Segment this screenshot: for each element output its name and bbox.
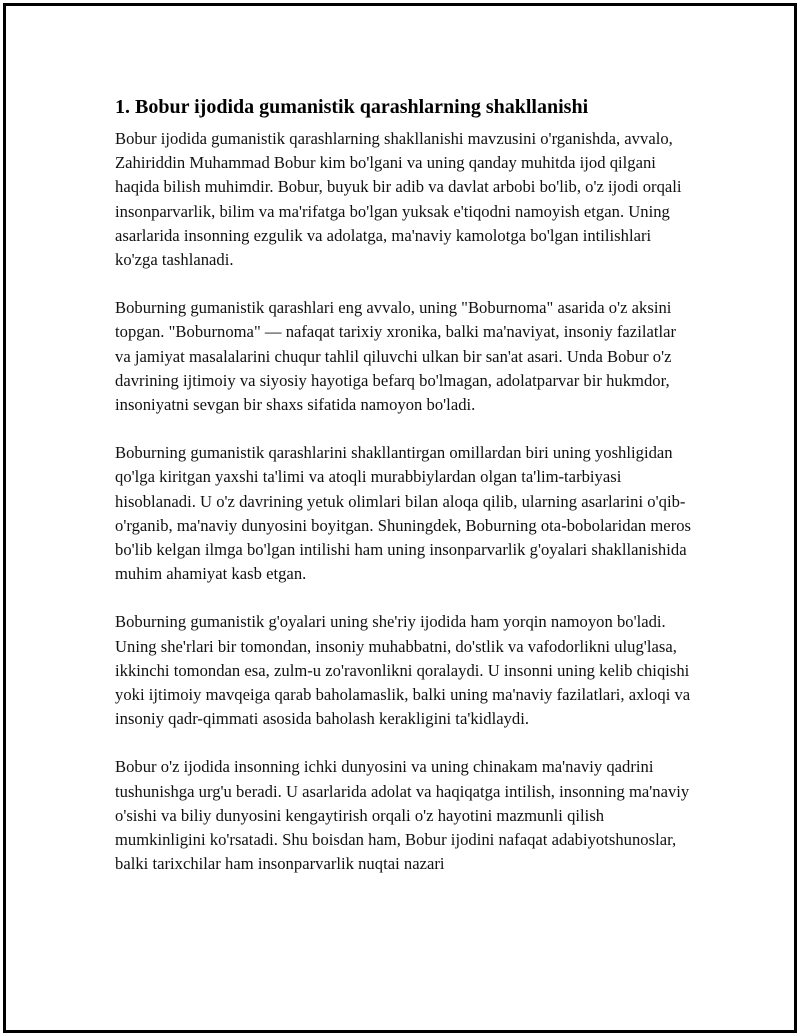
document-body — [115, 95, 695, 900]
paragraph-4: Boburning gumanistik g'oyalari uning she'riy ijodida ham yorqin namoyon bo'ladi. Uning she'rlari bir tomondan, insoniy muhabbatni, do'stlik va vafodorlikni ulug'lasa, ikkinchi tomondan esa, zulm-u zo'ravonlikni qoralaydi. U insonni uning kelib chiqishi yoki ijtimoiy mavqeiga qarab baholamaslik, balki uning ma'naviy fazilatlari, axloqi va insoniy qadr-qimmati asosida baholash kerakligini ta'kidlaydi. — [115, 612, 691, 729]
paragraph-3: Boburning gumanistik qarashlarini shakllantirgan omillardan biri uning yoshligidan qo'lga kiritgan yaxshi ta'limi va atoqli murabbiylardan olgan ta'lim-tarbiyasi hisoblanadi. U o'z davrining yetuk olimlari bilan aloqa qilib, ularning asarlarini o'qib-o'rganib, ma'naviy dunyosini boyitgan. Shuningdek, Boburning ota-bobolaridan meros bo'lib kelgan ilmga bo'lgan intilishi ham uning insonparvarlik g'oyalari shakllanishida muhim ahamiyat kasb etgan. — [115, 443, 692, 584]
paragraph-2: Boburning gumanistik qarashlari eng avvalo, uning "Boburnoma" asarida o'z aksini topgan. "Boburnoma" — nafaqat tarixiy xronika, balki ma'naviyat, insoniy fazilatlar va jamiyat masalalarini chuqur tahlil qiluvchi ulkan bir san'at asari. Unda Bobur o'z davrining ijtimoiy va siyosiy hayotiga befarq bo'lmagan, adolatparvar bir hukmdor, insoniyatni sevgan bir shaxs sifatida namoyon bo'ladi. — [115, 298, 677, 415]
paragraph-5: Bobur o'z ijodida insonning ichki dunyosini va uning chinakam ma'naviy qadrini tushunishga urg'u beradi. U asarlarida adolat va haqiqatga intilish, insonning ma'naviy o'sishi va biliy dunyosini kengaytirish orqali o'z hayotini mazmunli qilish mumkinligini ko'rsatadi. Shu boisdan ham, Bobur ijodini nafaqat adabiyotshunoslar, balki tarixchilar ham insonparvarlik nuqtai nazari — [115, 757, 690, 874]
paragraph-1: Bobur ijodida gumanistik qarashlarning shakllanishi mavzusini o'rganishda, avvalo, Zahiriddin Muhammad Bobur kim bo'lgani va uning qanday muhitda ijod qilgani haqida bilish muhimdir. Bobur, buyuk bir adib va davlat arbobi bo'lib, o'z ijodi orqali insonparvarlik, bilim va ma'rifatga bo'lgan yuksak e'tiqodni namoyish etgan. Uning asarlarida insonning ezgulik va adolatga, ma'naviy kamolotga bo'lgan intilishlari ko'zga tashlanadi. — [115, 129, 682, 270]
section-heading: 1. Bobur ijodida gumanistik qarashlarning shakllanishi — [115, 96, 589, 118]
